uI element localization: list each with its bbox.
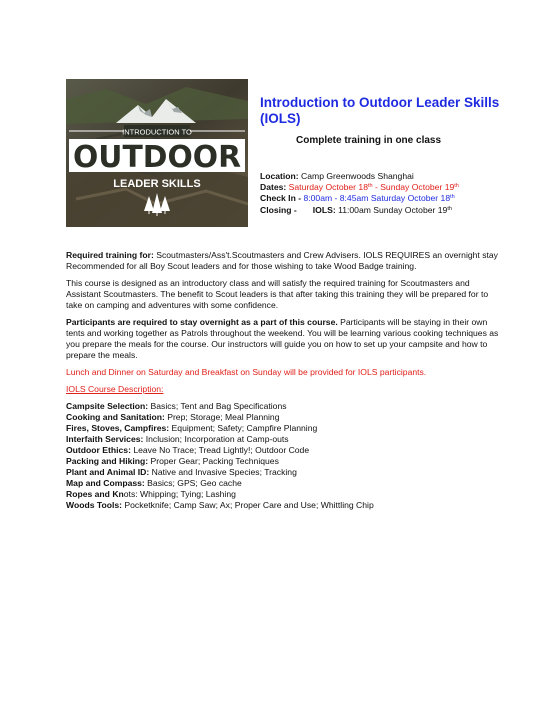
course-item [66,478,502,489]
course-item-text: Prep; Storage; Meal Planning [164,412,280,422]
course-item [66,401,502,412]
course-item-label: Plant and Animal ID: [66,467,150,477]
course-item [66,423,502,434]
course-item-text: Proper Gear; Packing Techniques [148,456,279,466]
participants-bold: Participants are required to stay overnight as a part of this course. [66,317,338,327]
closing-label: Closing - [260,204,297,215]
dates-end: - Sunday October 19 [372,182,455,193]
closing-value: 11:00am Sunday October 19 [335,204,448,215]
course-item-label: Packing and Hiking: [66,456,149,466]
event-info [260,171,550,216]
course-description-heading: IOLS Course Description: [66,384,164,394]
course-item [66,467,502,478]
checkin-value: 8:00am - 8:45am Saturday October 18 [301,193,451,204]
course-item-text: Native and Invasive Species; Tracking [149,467,297,477]
closing-iols-label: IOLS: [312,204,336,215]
course-item [66,434,502,445]
closing-sup: th [447,205,452,212]
location-label: Location: [260,171,299,181]
course-list [66,401,502,511]
logo-sub-text: LEADER SKILLS [113,178,201,190]
course-logo-image [66,79,248,227]
page-subtitle: Complete training in one class [296,135,442,146]
recommended-text: Recommended for all Boy Scout leaders and for those wishing to take Wood Badge training. [66,261,417,271]
course-item-label: Outdoor Ethics: [66,445,131,455]
course-item [66,445,502,456]
course-item-label: Fires, Stoves, Campfires: [66,423,170,433]
logo-top-text: INTRODUCTION TO [122,127,192,137]
course-item-text: Basics; GPS; Geo cache [144,478,242,488]
participants-text: Participants will be staying in their own tents and working together as Patrols throughout the weekend. You will be learning various cooking techniques as you prepare the meals for the course. Our instructors will guide you on how to set up your campsite and how to prepare the meals. [66,317,499,360]
dates-end-sup: th [454,183,459,190]
checkin-sup: th [450,194,455,201]
required-paragraph [66,250,502,272]
course-item-label: Campsite Selection: [66,401,149,411]
meals-note: Lunch and Dinner on Saturday and Breakfast on Sunday will be provided for IOLS participants. [66,367,427,377]
course-item-text: Pocketknife; Camp Saw; Ax; Proper Care and Use; Whittling Chip [122,500,374,510]
course-item-text: ots: Whipping; Tying; Lashing [123,489,236,499]
course-item-text: Equipment; Safety; Campfire Planning [169,423,318,433]
course-item-label: Interfaith Services: [66,434,144,444]
course-body [66,250,502,511]
checkin-label: Check In - [260,193,302,204]
intro-paragraph: This course is designed as an introductory class and will satisfy the required training for Scoutmasters and Assistant Scoutmasters. The benefit to Scout leaders is that after taking this training they will be prepared for to take on camping and adventures with some confidence. [66,278,489,310]
dates-label: Dates: [260,182,287,193]
course-item-text: Basics; Tent and Bag Specifications [148,401,287,411]
required-text: Scoutmasters/Ass't.Scoutmasters and Crew Advisers. IOLS REQUIRES an overnight stay [153,250,498,260]
participants-paragraph [66,317,502,361]
location-row [260,171,550,182]
dates-start-sup: th [367,183,373,190]
course-item [66,456,502,467]
dates-row [260,182,550,193]
course-item-text: Leave No Trace; Tread Lightly!; Outdoor Code [130,445,310,455]
course-item [66,412,502,423]
page-title: Introduction to Outdoor Leader Skills (IOLS) [260,95,500,126]
logo-main-text: OUTDOOR [73,140,241,175]
course-item-text: Inclusion; Incorporation at Camp-outs [143,434,289,444]
location-value: Camp Greenwoods Shanghai [298,171,414,181]
course-item-label: Woods Tools: [66,500,123,510]
dates-start: Saturday October 18 [286,182,368,193]
closing-row [260,205,550,216]
course-item-label: Map and Compass: [66,478,145,488]
course-item [66,500,502,511]
checkin-row [260,193,550,204]
course-item-label: Cooking and Sanitation: [66,412,165,422]
required-label: Required training for: [66,250,154,260]
course-item-label: Ropes and Kn [66,489,124,499]
course-item [66,489,502,500]
